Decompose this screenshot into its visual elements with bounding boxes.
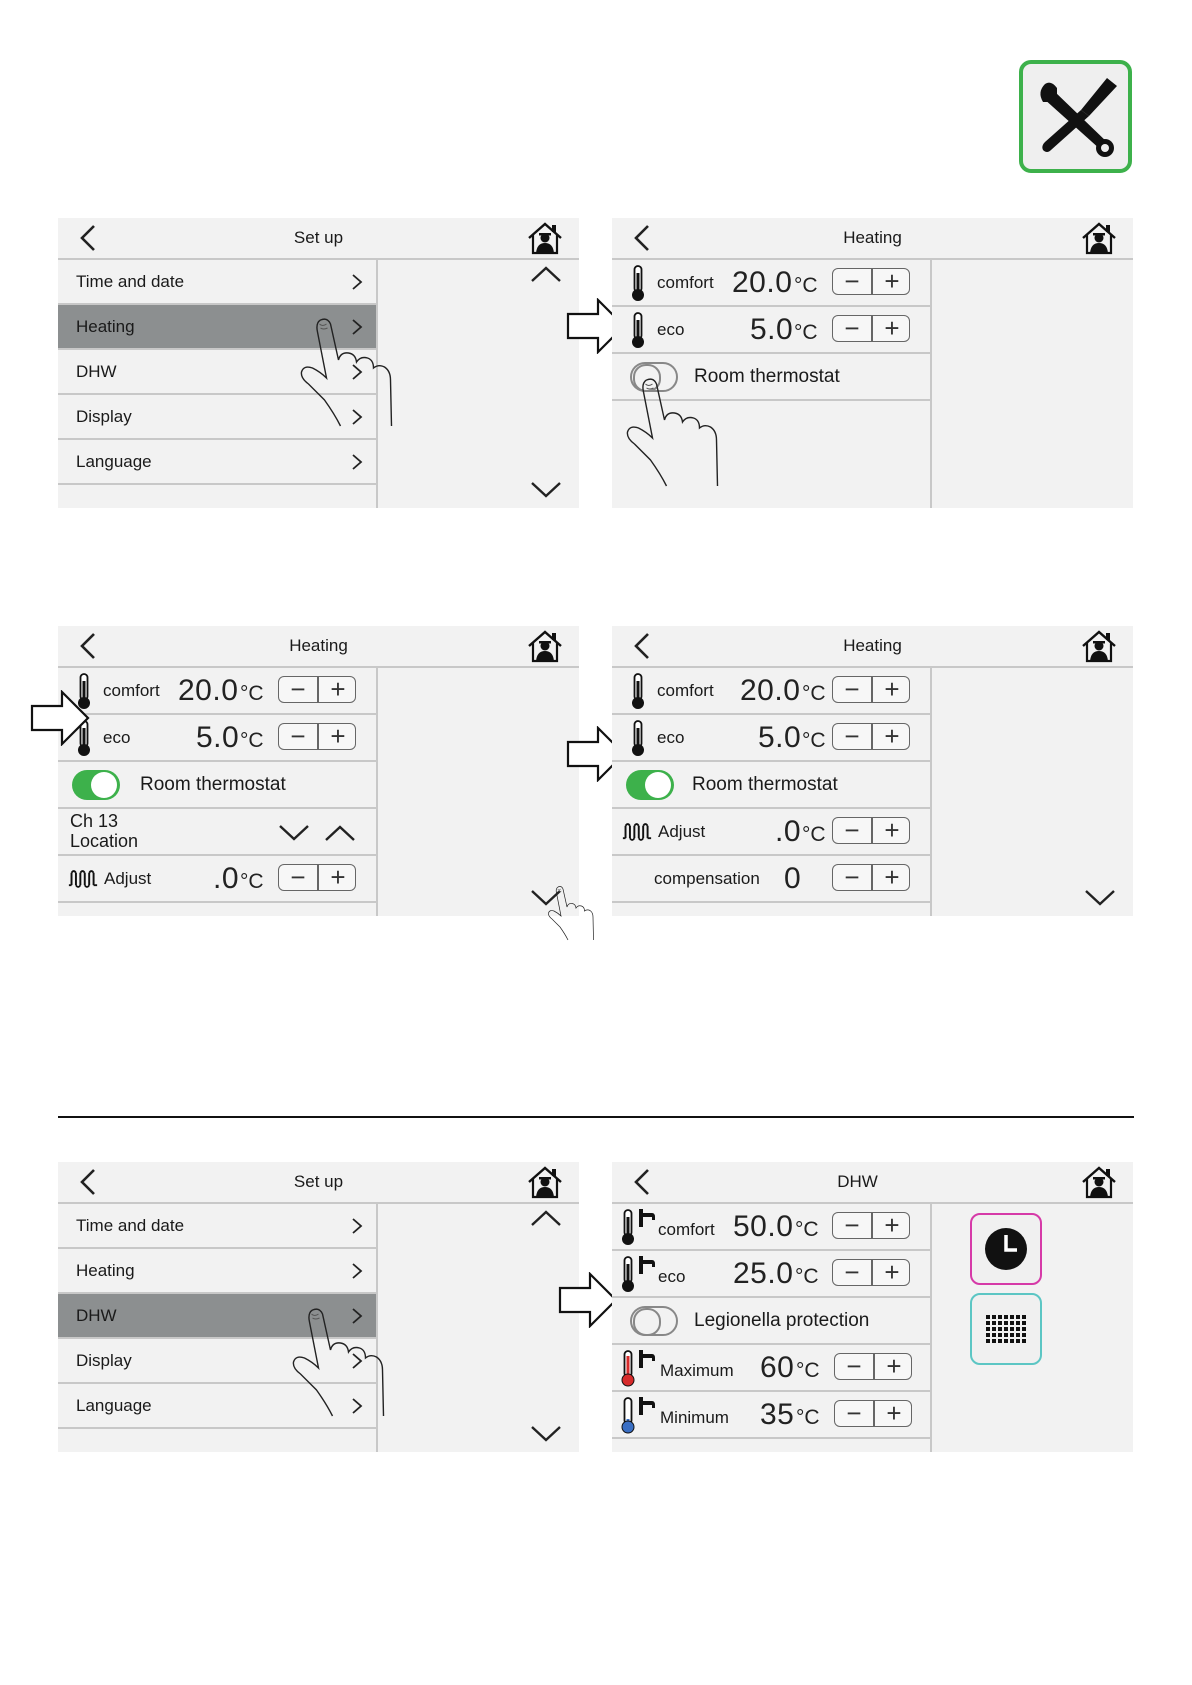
dhw-comfort-row [612, 1204, 930, 1251]
home-icon[interactable] [527, 629, 563, 663]
dhw-comfort-value: 50.0 [733, 1210, 794, 1243]
screen-title: Heating [843, 228, 902, 247]
scroll-up-icon[interactable] [530, 264, 562, 284]
dhw-maximum-stepper [834, 1353, 912, 1380]
home-icon[interactable] [1081, 1165, 1117, 1199]
menu-item-label: Time and date [76, 1216, 185, 1235]
arrow-right-icon [558, 1272, 618, 1328]
calendar-icon [972, 1295, 1040, 1363]
adjust-label: Adjust [104, 869, 152, 888]
adjust-unit: °C [240, 870, 264, 893]
decrease-button[interactable]: − [844, 1257, 860, 1287]
eco-unit: °C [794, 321, 818, 344]
adjust-stepper [278, 864, 356, 891]
dhw-eco-stepper [832, 1259, 910, 1286]
increase-button[interactable]: + [884, 1210, 900, 1240]
adjust-label: Adjust [658, 822, 706, 841]
thermometer-cold-icon [620, 1397, 636, 1434]
dhw-eco-value: 25.0 [733, 1257, 794, 1290]
tools-icon [1019, 60, 1132, 173]
screen-title: DHW [837, 1172, 878, 1191]
chevron-right-icon [350, 1261, 364, 1281]
screen-title: Set up [293, 228, 344, 247]
menu-item-language[interactable] [58, 440, 376, 485]
screen-header [58, 626, 579, 668]
decrease-button[interactable]: − [846, 1351, 862, 1381]
settings-list [58, 668, 378, 916]
menu-item-label: Time and date [76, 272, 185, 291]
scroll-down-icon[interactable] [530, 1424, 562, 1444]
decrease-button[interactable]: − [844, 815, 860, 845]
home-icon[interactable] [1081, 221, 1117, 255]
tap-icon [638, 1208, 656, 1228]
comfort-label: comfort [657, 681, 714, 700]
comfort-row [612, 260, 930, 307]
room-thermostat-label: Room thermostat [694, 366, 840, 387]
dhw-maximum-label: Maximum [660, 1361, 734, 1380]
radiator-icon [622, 821, 652, 843]
increase-button[interactable]: + [884, 266, 900, 296]
comfort-stepper [832, 676, 910, 703]
eco-row [612, 715, 930, 762]
chevron-right-icon [350, 272, 364, 292]
thermometer-icon [620, 1209, 636, 1246]
eco-unit: °C [240, 729, 264, 752]
thermometer-icon [630, 720, 646, 757]
timer-button[interactable] [970, 1213, 1042, 1285]
comfort-unit: °C [802, 682, 826, 705]
room-thermostat-toggle[interactable] [626, 770, 674, 800]
location-line2: Location [70, 831, 139, 851]
eco-value: 5.0 [750, 313, 794, 346]
dhw-eco-unit: °C [795, 1265, 819, 1288]
increase-button[interactable]: + [330, 721, 346, 751]
comfort-label: comfort [103, 681, 160, 700]
legionella-toggle[interactable] [630, 1306, 678, 1336]
chevron-down-icon[interactable] [278, 823, 310, 843]
menu-item-label: DHW [76, 1306, 117, 1325]
dhw-minimum-stepper [834, 1400, 912, 1427]
comfort-row [612, 668, 930, 715]
increase-button[interactable]: + [884, 313, 900, 343]
compensation-row [612, 856, 930, 903]
dhw-minimum-label: Minimum [660, 1408, 729, 1427]
room-thermostat-row [58, 762, 376, 809]
eco-unit: °C [802, 729, 826, 752]
dhw-maximum-value: 60 [760, 1351, 795, 1384]
heating-screen-compensation [612, 626, 1133, 916]
settings-list [612, 668, 932, 916]
home-icon[interactable] [527, 1165, 563, 1199]
increase-button[interactable]: + [884, 674, 900, 704]
tap-icon [638, 1255, 656, 1275]
settings-list [612, 1204, 932, 1452]
pointing-hand-icon [298, 318, 413, 428]
dhw-maximum-unit: °C [796, 1359, 820, 1382]
dhw-comfort-stepper [832, 1212, 910, 1239]
scroll-down-icon[interactable] [1084, 888, 1116, 908]
compensation-stepper [832, 864, 910, 891]
adjust-row [612, 809, 930, 856]
comfort-label: comfort [657, 273, 714, 292]
decrease-button[interactable]: − [844, 721, 860, 751]
comfort-value: 20.0 [740, 674, 801, 707]
menu-item-heating[interactable] [58, 1249, 376, 1294]
eco-label: eco [657, 728, 685, 747]
screen-header [612, 626, 1133, 668]
increase-button[interactable]: + [886, 1351, 902, 1381]
room-thermostat-row [612, 762, 930, 809]
location-row [58, 809, 376, 856]
comfort-stepper [832, 268, 910, 295]
chevron-up-icon[interactable] [324, 823, 356, 843]
increase-button[interactable]: + [330, 674, 346, 704]
decrease-button[interactable]: − [844, 862, 860, 892]
menu-item-label: Display [76, 407, 132, 426]
dhw-minimum-unit: °C [796, 1406, 820, 1429]
eco-stepper [832, 315, 910, 342]
clock-icon [972, 1215, 1040, 1283]
radiator-icon [68, 868, 98, 890]
chevron-right-icon [350, 1216, 364, 1236]
increase-button[interactable]: + [330, 862, 346, 892]
compensation-value: 0 [784, 862, 802, 895]
dhw-comfort-unit: °C [795, 1218, 819, 1241]
eco-row [58, 715, 376, 762]
scroll-up-icon[interactable] [530, 1208, 562, 1228]
comfort-stepper [278, 676, 356, 703]
menu-item-label: Language [76, 452, 152, 471]
eco-label: eco [103, 728, 131, 747]
increase-button[interactable]: + [884, 721, 900, 751]
thermometer-icon [620, 1256, 636, 1293]
dhw-minimum-value: 35 [760, 1398, 795, 1431]
eco-stepper [278, 723, 356, 750]
menu-item-label: Heating [76, 1261, 135, 1280]
pointing-hand-icon [624, 378, 739, 488]
decrease-button[interactable]: − [844, 266, 860, 296]
decrease-button[interactable]: − [844, 674, 860, 704]
increase-button[interactable]: + [884, 815, 900, 845]
section-divider [58, 1116, 1134, 1118]
screen-header [612, 1162, 1133, 1204]
adjust-stepper [832, 817, 910, 844]
adjust-value: .0 [775, 815, 802, 848]
dhw-screen [612, 1162, 1133, 1452]
heating-screen-location [58, 626, 579, 916]
menu-item-time-and-date[interactable] [58, 260, 376, 305]
eco-row [612, 307, 930, 354]
arrow-right-icon [30, 690, 90, 746]
legionella-row [612, 1298, 930, 1345]
comfort-value: 20.0 [178, 674, 239, 707]
menu-item-label: Heating [76, 317, 135, 336]
dhw-maximum-row [612, 1345, 930, 1392]
screen-title: Set up [293, 1172, 344, 1191]
pointing-hand-icon [528, 886, 623, 941]
thermometer-icon [630, 312, 646, 349]
screen-header [612, 218, 1133, 260]
menu-item-label: DHW [76, 362, 117, 381]
dhw-minimum-row [612, 1392, 930, 1439]
screen-header [58, 218, 579, 260]
dhw-eco-row [612, 1251, 930, 1298]
home-icon[interactable] [527, 221, 563, 255]
decrease-button[interactable]: − [844, 1210, 860, 1240]
room-thermostat-toggle[interactable] [72, 770, 120, 800]
tap-icon [638, 1396, 656, 1416]
screen-title: Heating [289, 636, 348, 655]
increase-button[interactable]: + [884, 1257, 900, 1287]
menu-item-time-and-date[interactable] [58, 1204, 376, 1249]
home-icon[interactable] [1081, 629, 1117, 663]
increase-button[interactable]: + [884, 862, 900, 892]
eco-stepper [832, 723, 910, 750]
thermometer-hot-icon [620, 1350, 636, 1387]
compensation-label: compensation [654, 869, 760, 888]
legionella-label: Legionella protection [694, 1310, 870, 1331]
decrease-button[interactable]: − [290, 721, 306, 751]
decrease-button[interactable]: − [290, 674, 306, 704]
thermometer-icon [630, 673, 646, 710]
scroll-down-icon[interactable] [530, 480, 562, 500]
comfort-unit: °C [240, 682, 264, 705]
schedule-button[interactable] [970, 1293, 1042, 1365]
decrease-button[interactable]: − [844, 313, 860, 343]
tap-icon [638, 1349, 656, 1369]
comfort-value: 20.0 [732, 266, 793, 299]
eco-value: 5.0 [196, 721, 240, 754]
menu-item-label: Display [76, 1351, 132, 1370]
adjust-value: .0 [213, 862, 240, 895]
pointing-hand-icon [290, 1308, 405, 1418]
eco-label: eco [657, 320, 685, 339]
adjust-row [58, 856, 376, 903]
dhw-comfort-label: comfort [658, 1220, 715, 1239]
comfort-row [58, 668, 376, 715]
adjust-unit: °C [802, 823, 826, 846]
screen-header [58, 1162, 579, 1204]
room-thermostat-label: Room thermostat [692, 774, 838, 795]
room-thermostat-label: Room thermostat [140, 774, 286, 795]
location-line1: Ch 13 [70, 811, 119, 831]
increase-button[interactable]: + [886, 1398, 902, 1428]
dhw-eco-label: eco [658, 1267, 686, 1286]
decrease-button[interactable]: − [290, 862, 306, 892]
decrease-button[interactable]: − [846, 1398, 862, 1428]
chevron-right-icon [350, 452, 364, 472]
menu-item-label: Language [76, 1396, 152, 1415]
thermometer-icon [630, 265, 646, 302]
comfort-unit: °C [794, 274, 818, 297]
screen-title: Heating [843, 636, 902, 655]
eco-value: 5.0 [758, 721, 802, 754]
